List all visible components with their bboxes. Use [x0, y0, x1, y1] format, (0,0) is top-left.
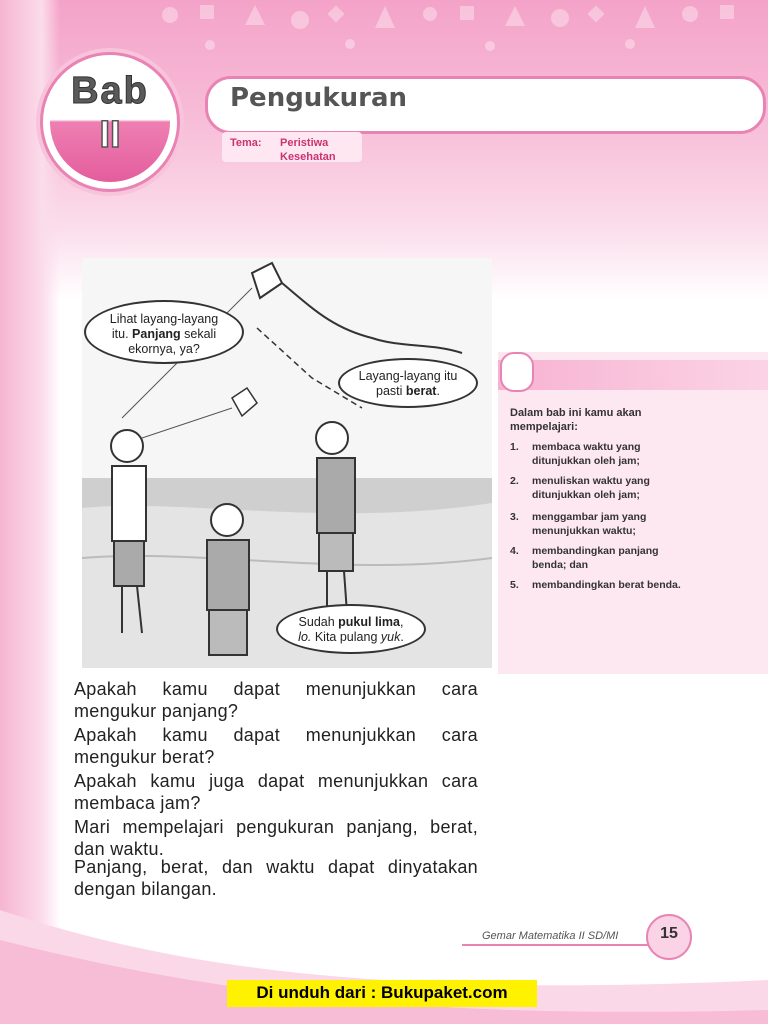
bubble3-line1	[278, 615, 424, 630]
bubble2-text: pasti	[376, 384, 406, 398]
body-paragraph: Apakah kamu dapat menunjukkan cara mengukur berat?	[74, 725, 478, 767]
bubble1-text-post: sekali	[180, 327, 217, 341]
bubble3-bold: pukul lima	[338, 615, 400, 629]
theme-line-1: Peristiwa	[280, 137, 329, 149]
bubble2-bold: berat	[405, 384, 437, 398]
objective-number: 2.	[510, 475, 519, 487]
body-paragraph: Mari mempelajari pengukuran panjang, berat, dan waktu.	[74, 817, 478, 859]
bubble2-line2	[340, 384, 476, 399]
bubble3-end: .	[400, 630, 404, 644]
objective-text: membandingkan panjang benda; dan	[532, 545, 659, 571]
objective-number: 5.	[510, 579, 519, 591]
speech-bubble-right	[338, 358, 478, 408]
theme-label: Tema:	[230, 137, 262, 149]
book-title-footer: Gemar Matematika II SD/MI	[482, 930, 619, 942]
page-number: 15	[660, 925, 678, 942]
objectives-intro: Dalam bab ini kamu akan mempelajari:	[510, 407, 642, 433]
objective-number: 4.	[510, 545, 519, 557]
objective-number: 1.	[510, 441, 519, 453]
objective-number: 3.	[510, 511, 519, 523]
bubble2-text-post: .	[436, 384, 440, 398]
objectives-panel-header	[498, 360, 768, 390]
bubble3-text: Sudah	[298, 615, 339, 629]
bubble3-line2	[278, 630, 424, 645]
bubble3-italic2: yuk	[380, 630, 401, 644]
decorative-pattern	[150, 0, 768, 60]
theme-line-2: Kesehatan	[280, 151, 336, 163]
bubble1-bold: Panjang	[132, 327, 181, 341]
body-paragraph: Apakah kamu juga dapat menunjukkan cara membaca jam?	[74, 771, 478, 813]
bubble3-text-post: ,	[399, 615, 404, 629]
speech-bubble-left	[84, 300, 244, 364]
bubble1-line2	[86, 327, 242, 342]
chapter-title: Pengukuran	[230, 83, 407, 113]
bubble1-line3: ekornya, ya?	[128, 342, 200, 356]
bubble1-line1: Lihat layang-layang	[109, 312, 219, 326]
bubble1-text: itu.	[111, 327, 133, 341]
objective-text: menuliskan waktu yang ditunjukkan oleh jam;	[532, 475, 650, 501]
objective-text: menggambar jam yang menunjukkan waktu;	[532, 511, 647, 537]
bubble3-italic: lo.	[298, 630, 312, 644]
objective-text: membandingkan berat benda.	[532, 579, 681, 591]
bubble2-line1: Layang-layang itu	[358, 369, 458, 383]
speech-bubble-bottom	[276, 604, 426, 654]
footer-rule	[462, 944, 652, 946]
body-paragraph: Panjang, berat, dan waktu dapat dinyatakan dengan bilangan.	[74, 857, 478, 899]
objectives-panel-tab	[500, 352, 534, 392]
objective-text: membaca waktu yang ditunjukkan oleh jam;	[532, 441, 641, 467]
chapter-number: II	[99, 114, 121, 156]
chapter-word: Bab	[71, 70, 149, 112]
bubble3-mid: Kita pulang	[311, 630, 381, 644]
download-source-text[interactable]: Di unduh dari : Bukupaket.com	[256, 983, 508, 1002]
illustration-beach-kites	[82, 258, 492, 668]
body-paragraph: Apakah kamu dapat menunjukkan cara mengukur panjang?	[74, 679, 478, 721]
